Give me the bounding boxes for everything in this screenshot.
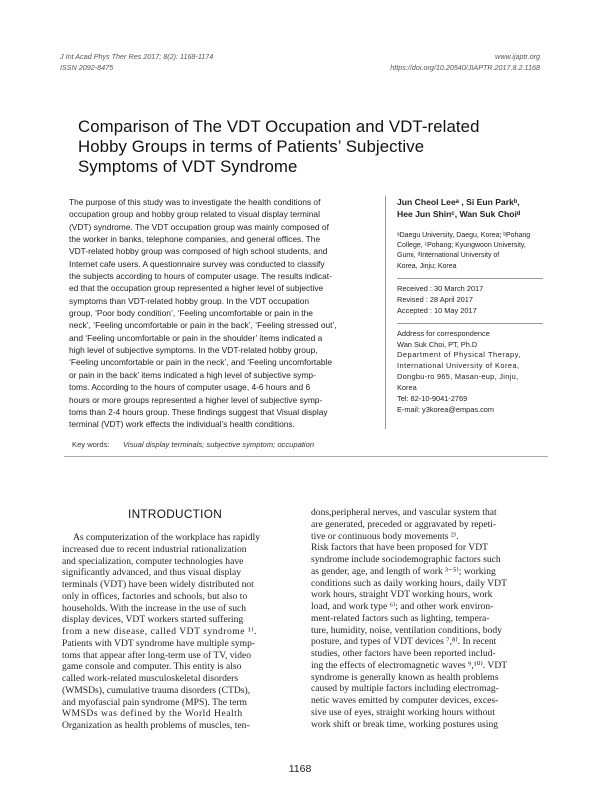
column-divider (385, 196, 386, 429)
abstract-line: and ‘Feeling uncomfortable or pain in the shoulder’ items indicated a (69, 332, 323, 343)
body-column-left (62, 532, 298, 732)
author-line: Hee Jun Shinᶜ, Wan Suk Choiᵈ (397, 209, 521, 220)
received-date: Received : 30 March 2017 (397, 284, 484, 294)
body-line: toms that appear after long-term use of TV, video (62, 649, 252, 661)
abstract-line: The purpose of this study was to investigate the health conditions of (69, 197, 321, 207)
body-line: load, and work type ⁶⁾; and other work environ- (311, 601, 494, 612)
abstract-line: Internet cafe users. A questionnaire survey was conducted to classify (69, 258, 325, 269)
body-line: households. With the increase in the use of such (62, 602, 247, 614)
paper-title (78, 117, 528, 177)
abstract-line: VDT-related hobby group was composed of high school students, and (69, 246, 328, 257)
body-line: and myofascial pain syndrome (MPS). The term (62, 696, 247, 708)
correspondence-line: Department of Physical Therapy, (397, 350, 521, 360)
correspondence-line: Address for correspondence (397, 328, 490, 338)
keywords-text: Visual display terminals; subjective symptom; occupation (123, 440, 315, 449)
body-line: Risk factors that have been proposed for VDT (311, 542, 488, 554)
body-line: increased due to recent industrial rationalization (62, 543, 247, 555)
abstract (69, 196, 373, 431)
body-line: Patients with VDT syndrome have multiple symp- (62, 637, 256, 649)
divider (397, 323, 543, 324)
abstract-line: terminal (VDT) work effects the individual’s health conditions. (69, 419, 295, 430)
authors (397, 196, 547, 221)
body-line: ture, humidity, noise, ventilation conditions, body (311, 624, 502, 636)
title-line: Comparison of The VDT Occupation and VDT-related (78, 117, 480, 136)
affiliation-line: College, ᶜPohang; Kyungwoon University, (397, 242, 526, 249)
body-line: posture, and types of VDT devices ⁷,⁸⁾. In recent (311, 636, 497, 648)
journal-links (390, 51, 540, 73)
abstract-line: ‘Feeling uncomfortable or pain in the neck’, and ‘Feeling uncomfortable (69, 357, 333, 368)
body-line: only in offices, factories and schools, but also to (62, 590, 248, 602)
keywords-rule (64, 456, 548, 457)
affiliations (397, 231, 547, 273)
section-title: INTRODUCTION (128, 507, 223, 521)
body-line: from a new disease, called VDT syndrome ¹⁾. (62, 626, 258, 637)
body-line: terminals (VDT) have been widely distributed not (62, 579, 254, 590)
affiliation-line: ᵃDaegu University, Daegu, Korea; ᵇPohang (397, 231, 531, 239)
body-line: studies, other factors have been reported includ- (311, 648, 496, 659)
abstract-line: group, ‘Poor body condition’, ‘Feeling uncomfortable or pain in the (69, 308, 313, 319)
body-line: as gender, age, and length of work ³⁻⁵⁾; working (311, 565, 496, 577)
body-line: and specialization, computer technologies have (62, 555, 244, 567)
correspondence-line: Dongbu-ro 965, Masan-eup, Jinju, (397, 372, 519, 382)
body-line: Organization as health problems of muscles, ten- (62, 720, 250, 731)
abstract-line: symptoms than VDT-related hobby group. In the VDT occupation (69, 295, 310, 306)
abstract-line: neck’, ‘Feeling uncomfortable or pain in the back’, ‘Feeling stressed out’, (69, 320, 337, 331)
email-link[interactable]: E-mail: y3korea@empas.com (397, 404, 495, 414)
issn: ISSN 2092-8475 (60, 63, 114, 72)
title-line: Symptoms of VDT Syndrome (78, 157, 298, 176)
revised-date: Revised : 28 April 2017 (397, 295, 474, 305)
abstract-line: occupation group and hobby group related to visual display terminal (69, 209, 320, 220)
abstract-line: (VDT) syndrome. The VDT occupation group was mainly composed of (69, 221, 329, 232)
page-number: 1168 (288, 763, 312, 775)
body-line: are generated, preceded or aggravated by repeti- (311, 518, 497, 530)
body-line: netic waves emitted by computer devices, exces- (311, 695, 499, 706)
abstract-line: or pain in the back’ items indicated a high level of subjective symp- (69, 369, 316, 380)
abstract-line: hours or more groups represented a higher level of subjective symp- (69, 394, 323, 405)
body-line: syndrome include sociodemographic factors such (311, 554, 501, 565)
correspondence-line: Tel: 82-10-9041-2769 (397, 394, 468, 404)
body-line: game console and computer. This entity is also (62, 661, 242, 673)
abstract-line: toms than 2-4 hours group. These findings suggest that Visual display (69, 406, 328, 417)
body-line: work hours, straight VDT working hours, work (311, 589, 493, 601)
body-column-right (311, 507, 547, 730)
doi-link[interactable]: https://doi.org/10.20540/JIAPTR.2017.8.2.1168 (390, 63, 540, 72)
correspondence-line: International University of Korea, (397, 361, 520, 371)
body-line: work shift or break time, working postures using (311, 718, 499, 730)
affiliation-line: Gumi, ᵈInternational University of (397, 252, 500, 260)
body-line: ing the effects of electromagnetic waves ⁹,¹⁰⁾. VDT (311, 659, 508, 671)
correspondence-line: Wan Suk Choi, PT, Ph.D (397, 339, 478, 349)
abstract-line: toms. According to the hours of computer usage, 4-6 hours and 6 (69, 382, 311, 393)
affiliation-line: Korea, Jinju; Korea (397, 262, 457, 270)
body-line: dons,peripheral nerves, and vascular system that (311, 507, 497, 518)
correspondence-line: Korea (397, 383, 417, 393)
body-line: sive use of eyes, straight working hours without (311, 706, 495, 718)
journal-url[interactable]: www.ijaptr.org (495, 52, 540, 61)
abstract-line: high level of subjective symptoms. In the VDT-related hobby group, (69, 345, 318, 356)
body-line: ment-related factors such as lighting, tempera- (311, 612, 490, 624)
body-line: tive or continuous body movements ²⁾. (311, 530, 459, 542)
body-line: significantly advanced, and thus visual display (62, 567, 242, 579)
body-line: called work-related musculoskeletal disorders (62, 673, 239, 684)
body-line: (WMSDs), cumulative trauma disorders (CTDs), (62, 684, 251, 696)
journal-citation: J Int Acad Phys Ther Res 2017; 8(2): 1168-1174 (60, 52, 214, 61)
article-dates (397, 284, 547, 316)
author-line: Jun Cheol Leeᵃ , Si Eun Parkᵇ, (397, 197, 520, 207)
journal-header (60, 51, 213, 73)
body-line: display devices, VDT workers started suffering (62, 614, 244, 626)
body-line: conditions such as daily working hours, daily VDT (311, 577, 507, 589)
body-line: WMSDs was defined by the World Health (62, 708, 243, 720)
author-sidebar (397, 196, 547, 416)
body-line: As computerization of the workplace has rapidly (73, 532, 261, 543)
keywords (72, 440, 314, 449)
keywords-label: Key words: (72, 440, 110, 449)
divider (397, 278, 543, 279)
abstract-line: the subjects according to hours of computer usage. The results indicat- (69, 271, 332, 282)
accepted-date: Accepted : 10 May 2017 (397, 305, 477, 315)
abstract-line: ed that the occupation group represented a higher level of subjective (69, 283, 324, 294)
correspondence (397, 329, 547, 416)
title-line: Hobby Groups in terms of Patients’ Subjective (78, 137, 425, 156)
body-line: syndrome is generally known as health problems (311, 671, 499, 683)
abstract-line: the worker in banks, telephone companies, and general offices. The (69, 234, 321, 245)
body-line: caused by multiple factors including electromag- (311, 683, 499, 695)
